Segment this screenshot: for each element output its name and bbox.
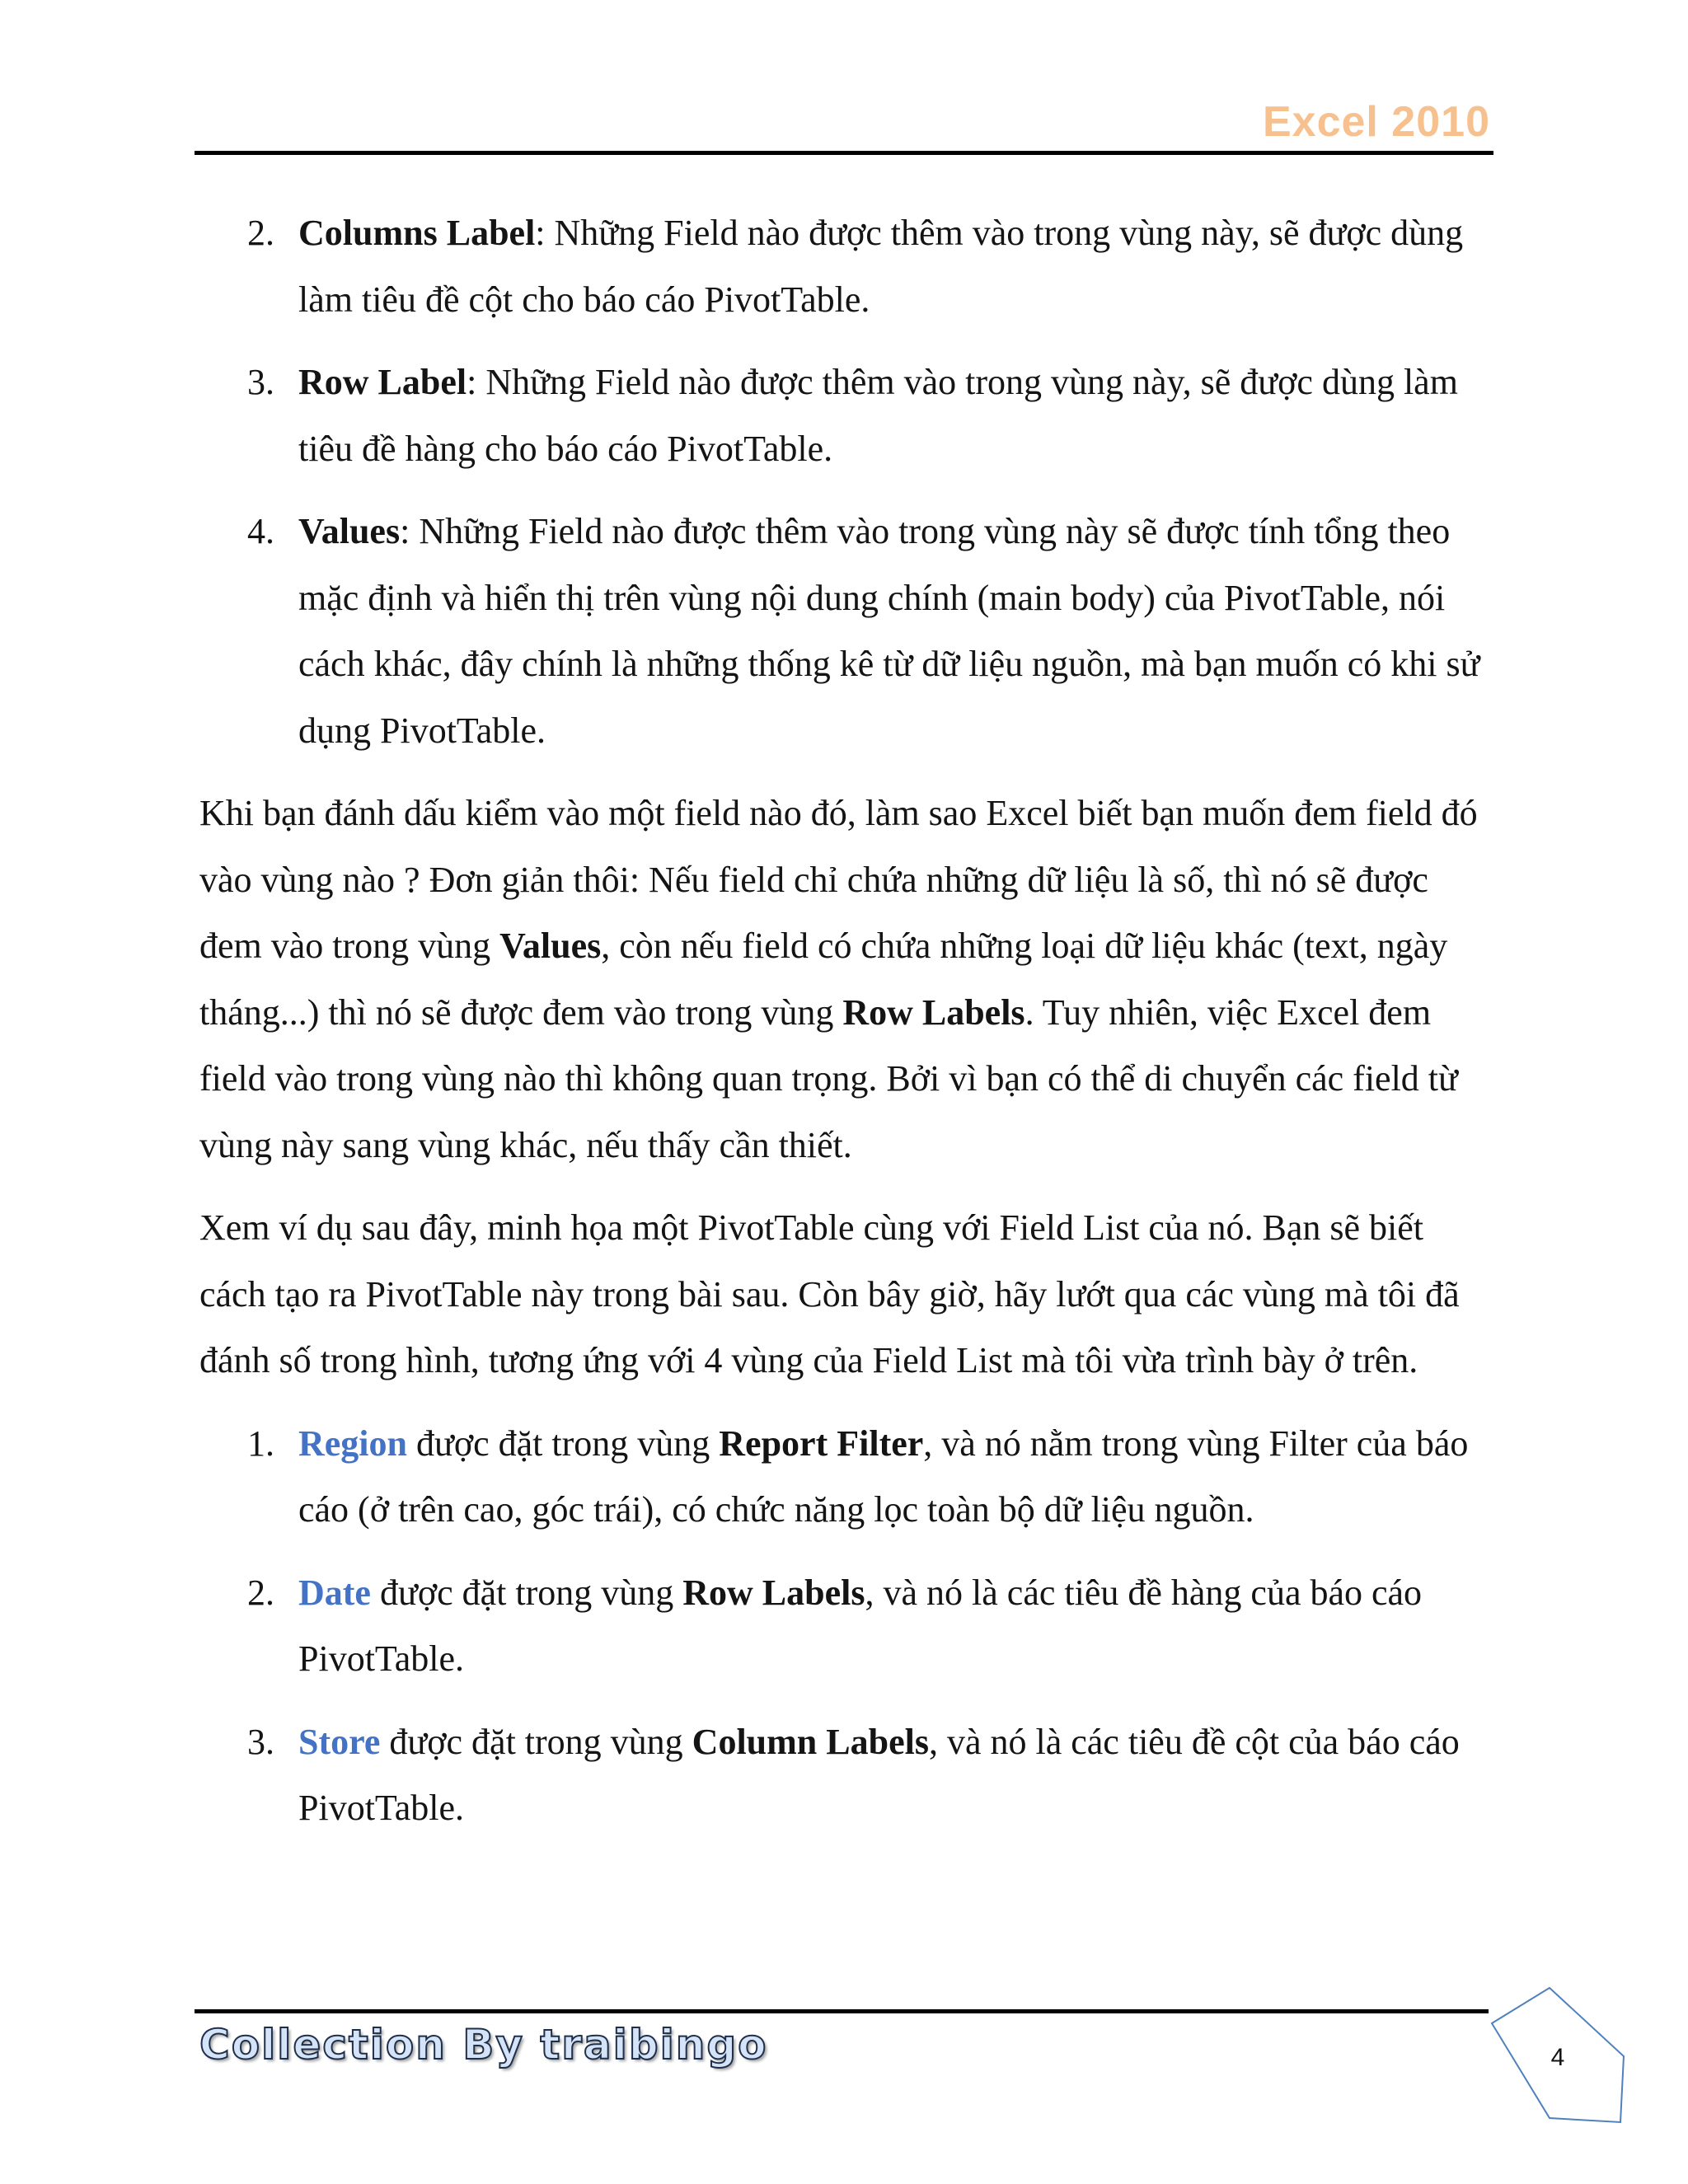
bold-term: Report Filter [719,1422,924,1464]
text: , và nó là các tiêu đề hàng của báo cáo PivotTable. [298,1572,1423,1679]
list-number: 4. [247,511,274,551]
text: , và nó là các tiêu đề cột của báo cáo PivotTable. [298,1721,1460,1828]
text: được đặt trong vùng [380,1721,692,1762]
term: Row Label [298,362,467,402]
bold-term: Row Labels [842,991,1025,1033]
field-name: Store [298,1721,381,1762]
text: , còn nếu field có chứa những loại dữ liệu khác (text, ngày tháng...) thì nó sẽ được đem vào trong vùng [199,926,1448,1033]
list-item [199,499,1485,764]
text: Khi bạn đánh dấu kiểm vào một field nào đó, làm sao Excel biết bạn muốn đem field đó vào vùng nào ? Đơn giản thôi: Nếu field chỉ chứa những dữ liệu là số, thì nó sẽ được đem vào trong vùng [199,793,1478,966]
list-item [199,1560,1485,1693]
example-field-list [199,1411,1485,1842]
field-area-list [199,200,1485,764]
list-item [199,1411,1485,1544]
paragraph-example: Xem ví dụ sau đây, minh họa một PivotTable cùng với Field List của nó. Bạn sẽ biết cách tạo ra PivotTable này trong bài sau. Còn bây giờ, hãy lướt qua các vùng mà tôi đã đánh số trong hình, tương ứng với 4 vùng của Field List mà tôi vừa trình bày ở trên. [199,1207,1460,1380]
page-number-badge [1484,1986,1632,2126]
list-item [199,349,1485,482]
field-name: Date [298,1572,371,1613]
bold-term: Column Labels [692,1721,929,1762]
text: được đặt trong vùng [407,1422,720,1464]
description: : Những Field nào được thêm vào trong vùng này sẽ được tính tổng theo mặc định và hiển thị trên vùng nội dung chính (main body) của PivotTable, nói cách khác, đây chính là những thống kê từ dữ liệu nguồn, mà bạn muốn có khi sử dụng PivotTable. [298,511,1480,751]
list-number: 2. [247,213,274,253]
term: Values [298,511,401,551]
page-number: 4 [1550,2044,1565,2071]
footer-brand: Collection By traibingo [199,2021,768,2069]
field-name: Region [298,1422,407,1464]
term: Columns Label [298,213,536,253]
text: . Tuy nhiên, việc Excel đem field vào trong vùng nào thì không quan trọng. Bởi vì bạn có thể di chuyển các field từ vùng này sang vùng khác, nếu thấy cần thiết. [199,991,1458,1165]
list-number: 3. [247,1721,274,1762]
list-number: 3. [247,362,274,402]
list-number: 1. [247,1422,274,1464]
text: , và nó nằm trong vùng Filter của báo cáo (ở trên cao, góc trái), có chức năng lọc toàn bộ dữ liệu nguồn. [298,1422,1469,1530]
list-item [199,1709,1485,1842]
description: : Những Field nào được thêm vào trong vùng này, sẽ được dùng làm tiêu đề cột cho báo cáo PivotTable. [298,213,1464,320]
footer-rule [195,2009,1489,2013]
header-rule [195,151,1493,155]
text: được đặt trong vùng [370,1572,683,1613]
paragraph-field-placement [199,780,1485,1179]
list-item [199,200,1485,333]
bold-term: Values [499,926,602,966]
description: : Những Field nào được thêm vào trong vùng này, sẽ được dùng làm tiêu đề hàng cho báo cáo PivotTable. [298,362,1458,469]
list-number: 2. [247,1572,274,1613]
bold-term: Row Labels [682,1572,865,1613]
header-title: Excel 2010 [1262,98,1490,146]
page-content [199,200,1485,1858]
